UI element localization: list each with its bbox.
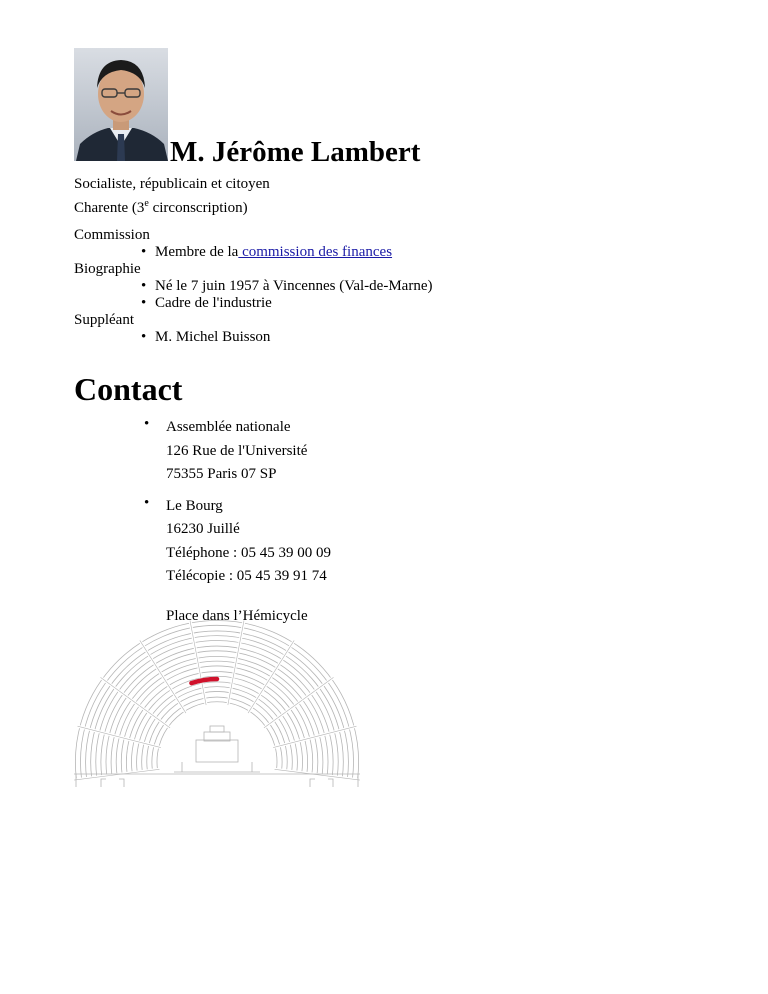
hemicycle-seat-row [142,687,293,772]
commission-finances-link[interactable]: commission des finances [238,244,393,260]
fax-line: Télécopie : 05 45 39 91 74 [166,568,327,584]
deputy-photo [74,48,168,161]
highlighted-seat [191,679,217,683]
biographie-label: Biographie [74,261,141,277]
biographie-list [74,278,714,312]
door-mark [310,779,333,787]
political-group: Socialiste, républicain et citoyen [74,176,270,192]
contact-heading: Contact [74,371,183,407]
hemicycle-seat-row [75,620,358,779]
deputy-name: M. Jérôme Lambert [170,136,421,168]
address-line: • Le Bourg [166,497,223,514]
hemicycle-aisle-edge [78,726,161,747]
hemicycle-seat-row [106,651,328,776]
address-line: 75355 Paris 07 SP [166,466,277,482]
constituency [74,194,714,218]
address-list [74,416,714,589]
hemicycle-seat-row [91,636,344,778]
tribune-desk [210,726,224,732]
commission-list [74,244,714,261]
list-item: • Né le 7 juin 1957 à Vincennes (Val-de-Marne) [141,278,714,295]
constituency-sup: e [144,198,149,209]
list-item [141,244,714,261]
suppleant-label: Suppléant [74,312,134,328]
list-item: • M. Michel Buisson [141,329,714,346]
commission-prefix: Membre de la [155,244,239,260]
hemicycle-aisle-edge [228,621,244,705]
tribune-wall [182,762,252,772]
hemicycle-map [74,612,360,787]
hemicycle-seat-row [147,691,287,770]
address-item [141,495,714,589]
address-line: 16230 Juillé [166,521,240,537]
constituency-prefix: Charente (3 [74,200,145,216]
tribune [196,740,238,762]
phone-line: Téléphone : 05 45 39 00 09 [166,544,331,561]
list-item: • Cadre de l'industrie [141,295,714,312]
door-mark [101,779,124,787]
address-item [141,416,714,487]
commission-label: Commission [74,227,150,243]
hemicycle-aisle-edge [273,726,356,747]
hemicycle-label: Place dans l’Hémicycle [166,607,308,624]
address-line: • Assemblée nationale [166,419,291,435]
hemicycle-aisle-edge [190,621,206,705]
suppleant-list [74,329,714,346]
hemicycle-seat-row [111,656,323,775]
deputy-page [74,48,714,626]
hemicycle-seat-row [137,682,298,772]
hemicycle-seat-row [86,631,349,779]
hemicycle-aisle-edge [248,640,294,713]
address-line: 126 Rue de l'Université [166,442,308,459]
deputy-header [74,48,714,168]
hemicycle-aisle-edge [140,640,186,713]
constituency-suffix: circonscription) [148,200,248,216]
